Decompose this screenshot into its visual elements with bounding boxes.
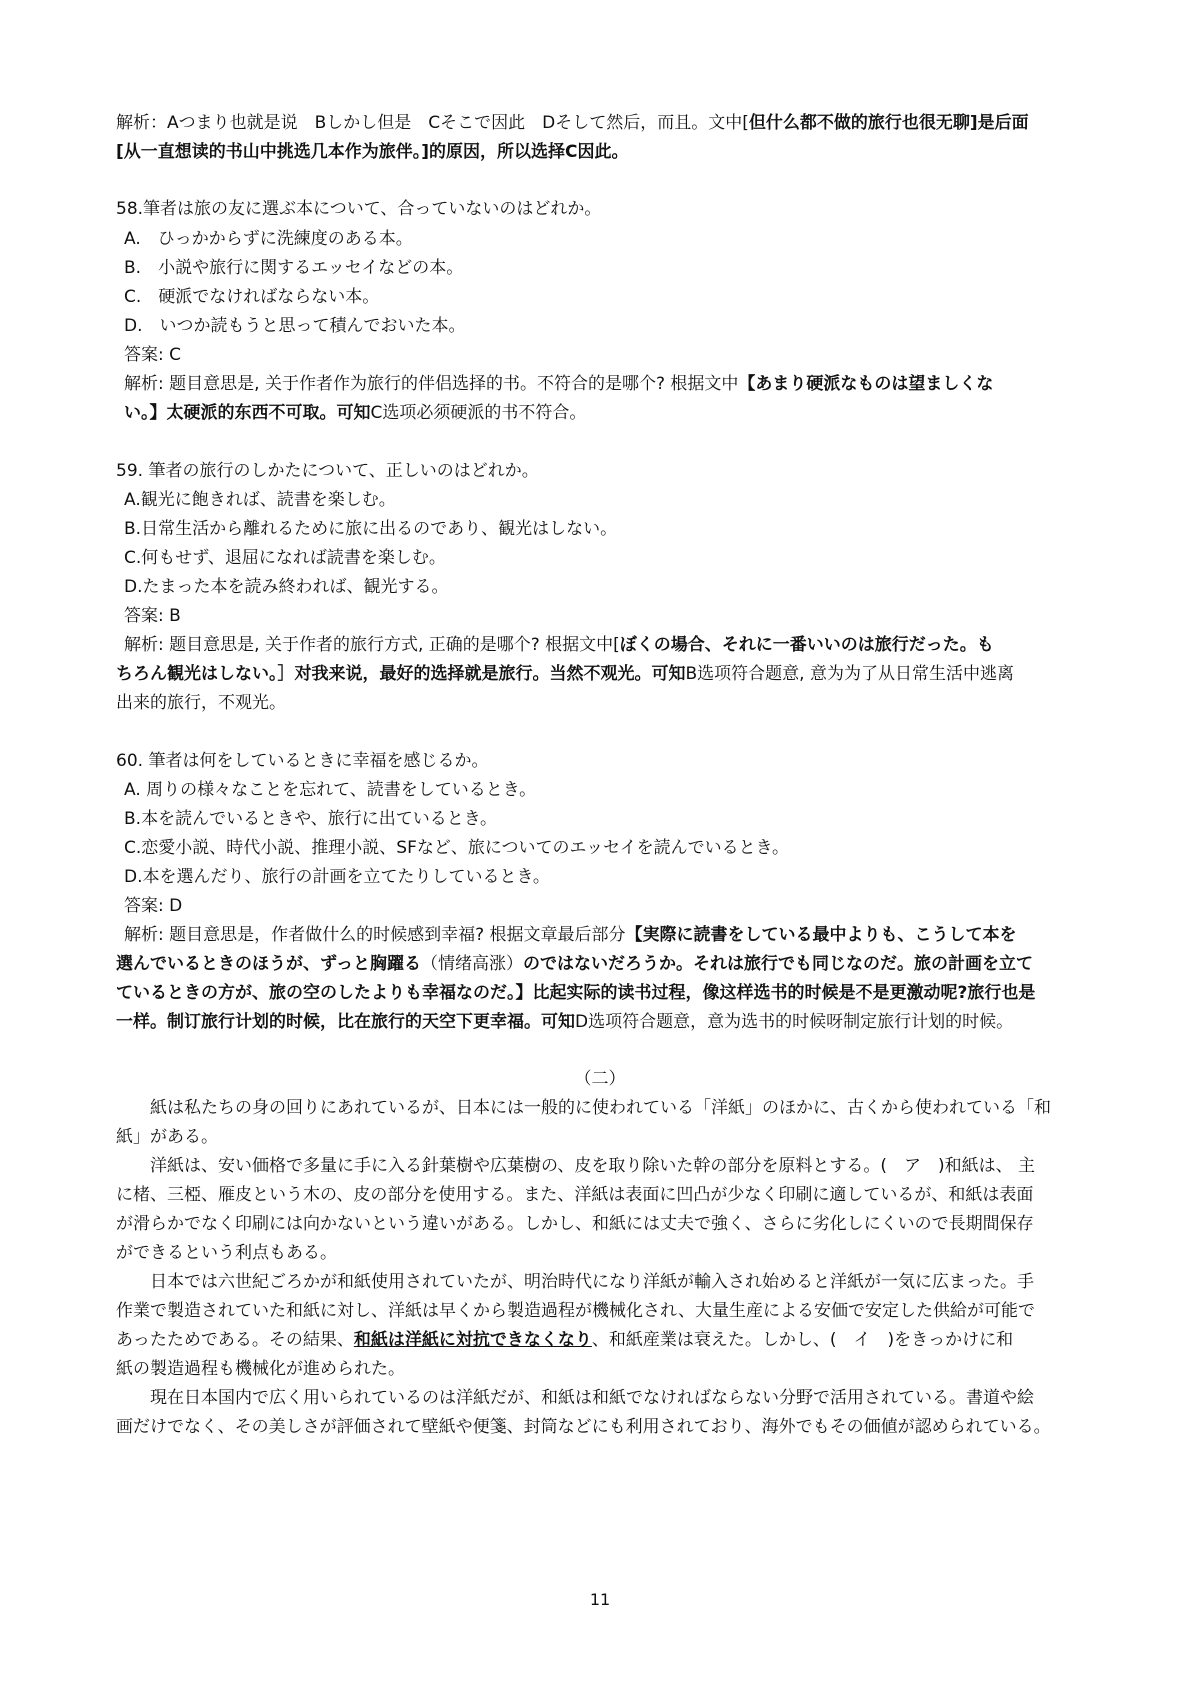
section-heading: （二） — [574, 1069, 626, 1089]
bold-text: い。】太硬派的东西不可取。可知 — [124, 403, 371, 423]
paragraph-line: 紙の製造過程も機械化が進められた。 — [116, 1359, 405, 1379]
q60-option-d: D.本を選んだり、旅行の計画を立てたりしているとき。 — [124, 867, 550, 887]
q59-answer: 答案: B — [124, 606, 181, 626]
q60-analysis-line-2 — [116, 953, 1033, 975]
bold-text: ちろん観光はしない。］ — [116, 664, 295, 684]
q60-analysis-line-3: ているときの方が、旅の空のしたよりも幸福なのだ。】比起实际的读书过程，像这样选书的时候是不是更激动呢?旅行也是 — [116, 983, 1036, 1003]
paragraph-line: 現在日本国内で広く用いられているのは洋紙だが、和紙は和紙でなければならない分野で活用されている。書道や絵 — [150, 1388, 1034, 1408]
q60-analysis-line-4 — [116, 1011, 1013, 1033]
q59-option-d: D.たまった本を読み終われば、観光する。 — [124, 577, 449, 597]
bold-text: 【あまり硬派なものは望ましくな — [738, 374, 994, 394]
paragraph-line: 画だけでなく、その美しさが評価されて壁紙や便箋、封筒などにも利用されており、海外でもその価値が認められている。 — [116, 1417, 1051, 1437]
bold-text: 但什么都不做的旅行也很无聊 — [748, 113, 970, 133]
q58-answer: 答案: C — [124, 345, 182, 365]
text: B选项符合题意, 意为为了从日常生活中逃离 — [685, 664, 1014, 684]
bold-text: のではないだろうか。それは旅行でも同じなのだ。旅の計画を立て — [522, 954, 1033, 974]
q59-question: 59. 筆者の旅行のしかたについて、正しいのはどれか。 — [116, 461, 539, 481]
paragraph-line: 日本では六世紀ごろかが和紙使用されていたが、明治時代になり洋紙が輸入され始めると洋紙が一気に広まった。手 — [150, 1272, 1034, 1292]
text: 解析: 题目意思是，作者做什么的时候感到幸福? 根据文章最后部分 — [124, 925, 626, 945]
q60-option-c: C.恋愛小説、時代小説、推理小説、SFなど、旅についてのエッセイを読んでいるとき。 — [124, 838, 789, 858]
q58-option-a: A. ひっかからずに洗練度のある本。 — [124, 229, 413, 249]
paragraph-line: が滑らかでなく印刷には向かないという違いがある。しかし、和紙には丈夫で強く、さらに劣化しにくいので長期間保存 — [116, 1214, 1034, 1234]
bold-text: ぼくの場合、それに一番いいのは旅行だった。も — [619, 635, 994, 655]
paragraph-line: 紙」がある。 — [116, 1127, 218, 1147]
q59-option-c: C.何もせず、退屈になれば読書を楽しむ。 — [124, 548, 446, 568]
text: （情绪高涨） — [420, 954, 523, 974]
bold-text: ]是后面 — [969, 113, 1029, 133]
q59-analysis-line-1 — [124, 634, 994, 656]
text: D选项符合题意，意为选书的时候呀制定旅行计划的时候。 — [575, 1012, 1014, 1032]
text: あったためである。その結果、 — [116, 1330, 354, 1350]
q58-option-b: B. 小説や旅行に関するエッセイなどの本。 — [124, 258, 464, 278]
bold-text: 一样。制订旅行计划的时候，比在旅行的天空下更幸福。可知 — [116, 1012, 575, 1032]
paragraph-line — [116, 1329, 1013, 1351]
bold-text: 对我来说，最好的选择就是旅行。当然不观光。可知 — [294, 664, 686, 684]
q58-analysis-line-1 — [124, 373, 993, 395]
q57-analysis-line-2: [从一直想读的书山中挑选几本作为旅伴。]的原因，所以选择C因此。 — [116, 142, 629, 162]
q59-analysis-line-2 — [116, 663, 1014, 685]
q60-option-b: B.本を読んでいるときや、旅行に出ているとき。 — [124, 809, 498, 829]
text: 解析: 题目意思是, 关于作者的旅行方式, 正确的是哪个? 根据文中[ — [124, 635, 620, 655]
q59-analysis-line-3: 出来的旅行，不观光。 — [116, 693, 286, 713]
text: 、和紙産業は衰えた。しかし、( イ )をきっかけに和 — [591, 1330, 1014, 1350]
text: 解析: 题目意思是, 关于作者作为旅行的伴侣选择的书。不符合的是哪个? 根据文中 — [124, 374, 739, 394]
q58-analysis-line-2 — [124, 402, 586, 424]
underlined-text: 和紙は洋紙に対抗できなくなり — [353, 1330, 592, 1350]
paragraph-line: 洋紙は、安い価格で多量に手に入る針葉樹や広葉樹の、皮を取り除いた幹の部分を原料とする。( ア )和紙は、 主 — [150, 1156, 1035, 1176]
q57-analysis-line-1 — [116, 112, 1029, 134]
bold-text: 選んでいるときのほうが、ずっと胸躍る — [116, 954, 421, 974]
bold-text: 【実際に読書をしている最中よりも、こうして本を — [625, 925, 1017, 945]
q59-option-a: A.観光に飽きれば、読書を楽しむ。 — [124, 490, 396, 510]
q60-option-a: A. 周りの様々なことを忘れて、読書をしているとき。 — [124, 780, 537, 800]
paragraph-line: ができるという利点もある。 — [116, 1243, 337, 1263]
text: C选项必须硬派的书不符合。 — [370, 403, 587, 423]
q60-answer: 答案: D — [124, 896, 183, 916]
paragraph-line: 紙は私たちの身の回りにあれているが、日本には一般的に使われている「洋紙」のほかに、古くから使われている「和 — [150, 1098, 1051, 1118]
paragraph-line: 作業で製造されていた和紙に対し、洋紙は早くから製造過程が機械化され、大量生産による安価で安定した供給が可能で — [116, 1301, 1036, 1321]
paragraph-line: に楮、三椏、雁皮という木の、皮の部分を使用する。また、洋紙は表面に凹凸が少なく印刷に適しているが、和紙は表面 — [116, 1185, 1034, 1205]
q58-option-d: D. いつか読もうと思って積んでおいた本。 — [124, 316, 466, 336]
q58-option-c: C. 硬派でなければならない本。 — [124, 287, 380, 307]
q60-question: 60. 筆者は何をしているときに幸福を感じるか。 — [116, 751, 489, 771]
page-number: 11 — [589, 1590, 611, 1609]
q58-question: 58.筆者は旅の友に選ぶ本について、合っていないのはどれか。 — [116, 199, 602, 219]
q59-option-b: B.日常生活から離れるために旅に出るのであり、観光はしない。 — [124, 519, 618, 539]
q60-analysis-line-1 — [124, 924, 1017, 946]
text: 解析：Aつまり也就是说 Bしかし但是 Cそこで因此 Dそして然后，而且。文中[ — [116, 113, 749, 133]
